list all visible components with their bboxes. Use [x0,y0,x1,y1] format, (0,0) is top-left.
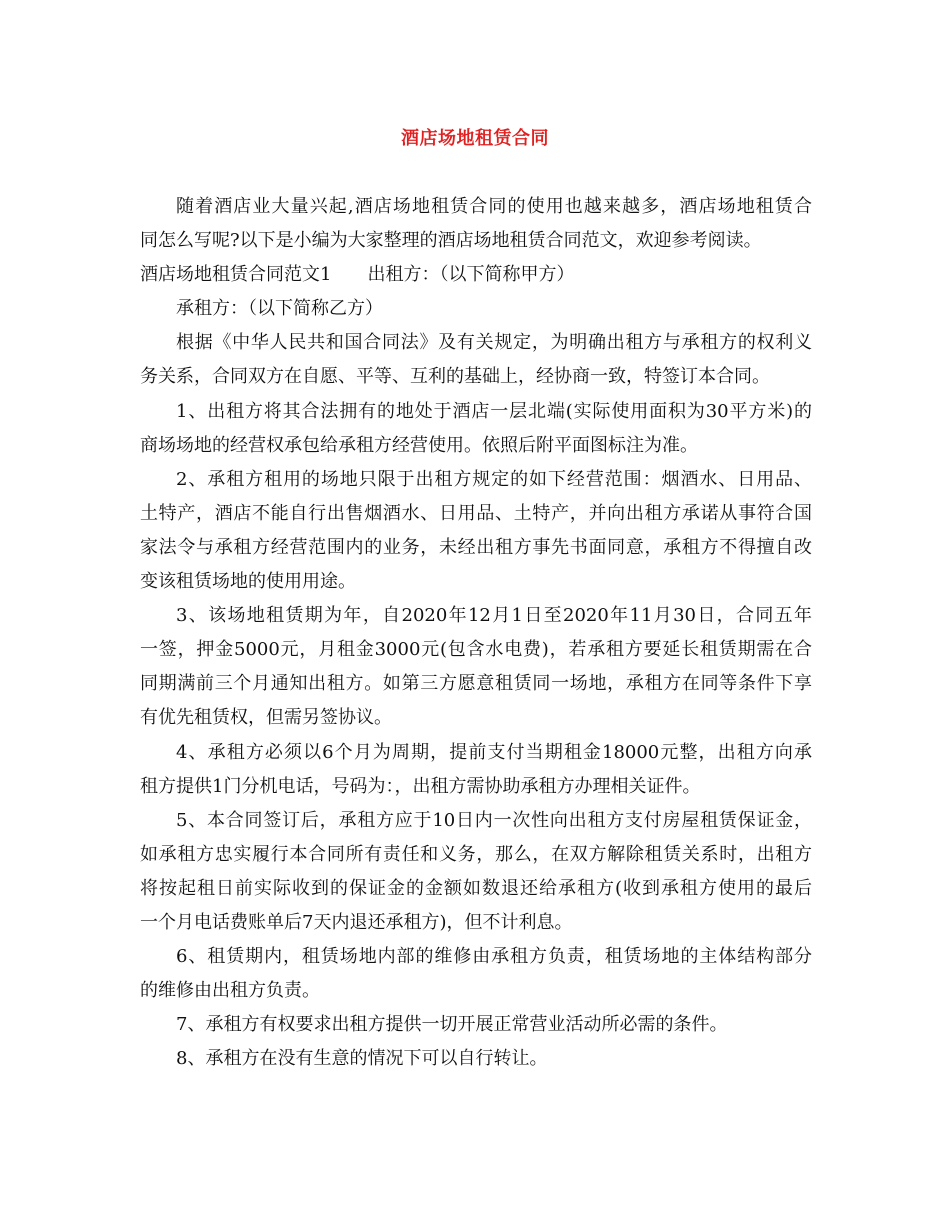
document-title: 酒店场地租赁合同 [401,128,549,149]
paragraph-line: 同怎么写呢?以下是小编为大家整理的酒店场地租赁合同范文，欢迎参考阅读。 [140,230,762,252]
paragraph-line: 租方提供1门分机电话，号码为：，出租方需协助承租方办理相关证件。 [140,775,701,797]
paragraph-line: 同期满前三个月通知出租方。如第三方愿意租赁同一场地，承租方在同等条件下享 [140,673,812,695]
paragraph-line: 务关系，合同双方在自愿、平等、互利的基础上，经协商一致，特签订本合同。 [140,366,770,388]
paragraph-line: 如承租方忠实履行本合同所有责任和义务，那么，在双方解除租赁关系时，出租方 [140,843,812,865]
paragraph-line: 一签，押金5000元，月租金3000元(包含水电费)，若承租方要延长租赁期需在合 [140,639,812,661]
paragraph-line: 2、承租方租用的场地只限于出租方规定的如下经营范围：烟酒水、日用品、 [176,468,812,490]
paragraph-line: 商场场地的经营权承包给承租方经营使用。依照后附平面图标注为准。 [140,434,698,456]
paragraph-line: 一个月电话费账单后7天内退还承租方)，但不计利息。 [140,911,573,933]
paragraph-line: 3、该场地租赁期为年，自2020年12月1日至2020年11月30日，合同五年 [176,605,812,627]
paragraph-line: 随着酒店业大量兴起,酒店场地租赁合同的使用也越来越多，酒店场地租赁合 [176,196,812,217]
paragraph-line: 土特产，酒店不能自行出售烟酒水、日用品、土特产，并向出租方承诺从事符合国 [140,502,812,524]
paragraph-line: 将按起租日前实际收到的保证金的金额如数退还给承租方(收到承租方使用的最后 [140,877,812,899]
document-body [140,190,812,1076]
paragraph-line: 变该租赁场地的使用用途。 [140,571,356,593]
paragraph-line: 有优先租赁权，但需另签协议。 [140,707,392,729]
paragraph-line: 1、出租方将其合法拥有的地处于酒店一层北端(实际使用面积为30平方米)的 [176,400,812,422]
paragraph-line: 承租方：（以下简称乙方） [176,298,383,320]
paragraph-line: 的维修由出租方负责。 [140,980,320,1002]
sample-heading: 酒店场地租赁合同范文1 [140,264,332,286]
paragraph-line: 4、承租方必须以6个月为周期，提前支付当期租金18000元整，出租方向承 [176,741,812,763]
paragraph-line: 家法令与承租方经营范围内的业务，未经出租方事先书面同意，承租方不得擅自改 [140,536,812,558]
paragraph-line: 8、承租方在没有生意的情况下可以自行转让。 [176,1048,548,1070]
paragraph-line [140,258,812,292]
paragraph-line: 5、本合同签订后，承租方应于10日内一次性向出租方支付房屋租赁保证金， [176,809,812,831]
lessor-label: 出租方：（以下简称甲方） [367,264,575,286]
paragraph-line: 7、承租方有权要求出租方提供一切开展正常营业活动所必需的条件。 [176,1014,728,1036]
paragraph-line: 6、租赁期内，租赁场地内部的维修由承租方负责，租赁场地的主体结构部分 [176,946,812,968]
paragraph-line: 根据《中华人民共和国合同法》及有关规定，为明确出租方与承租方的权利义 [176,332,812,354]
